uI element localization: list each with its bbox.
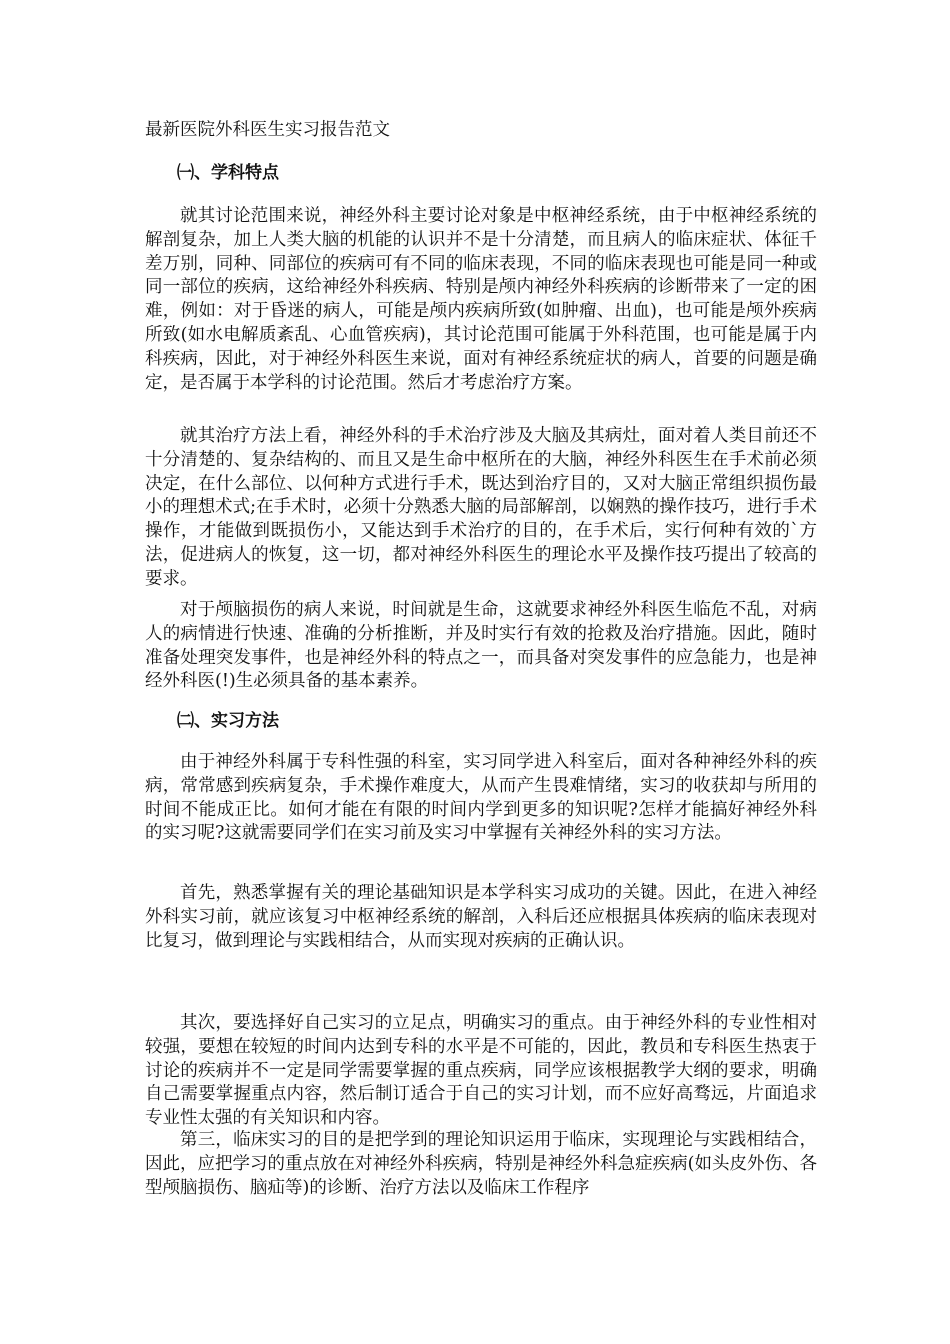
document-title: 最新医院外科医生实习报告范文 bbox=[145, 120, 390, 140]
paragraph-second: 其次，要选择好自己实习的立足点，明确实习的重点。由于神经外科的专业性相对较强，要想在较短的时间内达到专科的水平是不可能的，因此，教员和专科医生热衷于讨论的疾病并不一定是同学需要掌握的重点疾病，同学应该根据教学大纲的要求，明确自己需要掌握重点内容，然后制订适合于自己的实习计划，而不应好高骛远，片面追求专业性太强的有关知识和内容。 bbox=[145, 1013, 817, 1129]
paragraph-emergency: 对于颅脑损伤的病人来说，时间就是生命，这就要求神经外科医生临危不乱，对病人的病情进行快速、准确的分析推断，并及时实行有效的抢救及治疗措施。因此，随时准备处理突发事件，也是神经外科的特点之一，而具备对突发事件的应急能力，也是神经外科医(!)生必须具备的基本素养。 bbox=[145, 600, 817, 692]
paragraph-first: 首先，熟悉掌握有关的理论基础知识是本学科实习成功的关键。因此，在进入神经外科实习前，就应该复习中枢神经系统的解剖，入科后还应根据具体疾病的临床表现对比复习，做到理论与实践相结合，从而实现对疾病的正确认识。 bbox=[145, 883, 817, 951]
paragraph-third: 第三，临床实习的目的是把学到的理论知识运用于临床，实现理论与实践相结合，因此，应把学习的重点放在对神经外科疾病，特别是神经外科急症疾病(如头皮外伤、各型颅脑损伤、脑疝等)的诊断、治疗方法以及临床工作程序 bbox=[145, 1130, 817, 1198]
paragraph-treatment: 就其治疗方法上看，神经外科的手术治疗涉及大脑及其病灶，面对着人类目前还不十分清楚的、复杂结构的、而且又是生命中枢所在的大脑，神经外科医生在手术前必须决定，在什么部位、以何种方式进行手术，既达到治疗目的，又对大脑正常组织损伤最小的理想术式;在手术时，必须十分熟悉大脑的局部解剖，以娴熟的操作技巧，进行手术操作，才能做到既损伤小，又能达到手术治疗的目的，在手术后，实行何种有效的`方法，促进病人的恢复，这一切，都对神经外科医生的理论水平及操作技巧提出了较高的要求。 bbox=[145, 426, 817, 589]
paragraph-scope: 就其讨论范围来说，神经外科主要讨论对象是中枢神经系统，由于中枢神经系统的解剖复杂，加上人类大脑的机能的认识并不是十分清楚，而且病人的临床症状、体征千差万别，同种、同部位的疾病可有不同的临床表现，不同的临床表现也可能是同一种或同一部位的疾病，这给神经外科疾病、特别是颅内神经外科疾病的诊断带来了一定的困难，例如：对于昏迷的病人，可能是颅内疾病所致(如肿瘤、出血)，也可能是颅外疾病所致(如水电解质紊乱、心血管疾病)，其讨论范围可能属于外科范围，也可能是属于内科疾病，因此，对于神经外科医生来说，面对有神经系统症状的病人，首要的问题是确定，是否属于本学科的讨论范围。然后才考虑治疗方案。 bbox=[145, 206, 817, 393]
section-heading-internship-methods: ㈡、实习方法 bbox=[177, 711, 279, 731]
section-heading-subject-features: ㈠、学科特点 bbox=[177, 163, 279, 183]
paragraph-intro-methods: 由于神经外科属于专科性强的科室，实习同学进入科室后，面对各种神经外科的疾病，常常感到疾病复杂，手术操作难度大，从而产生畏难情绪，实习的收获却与所用的时间不能成正比。如何才能在有限的时间内学到更多的知识呢?怎样才能搞好神经外科的实习呢?这就需要同学们在实习前及实习中掌握有关神经外科的实习方法。 bbox=[145, 752, 817, 844]
